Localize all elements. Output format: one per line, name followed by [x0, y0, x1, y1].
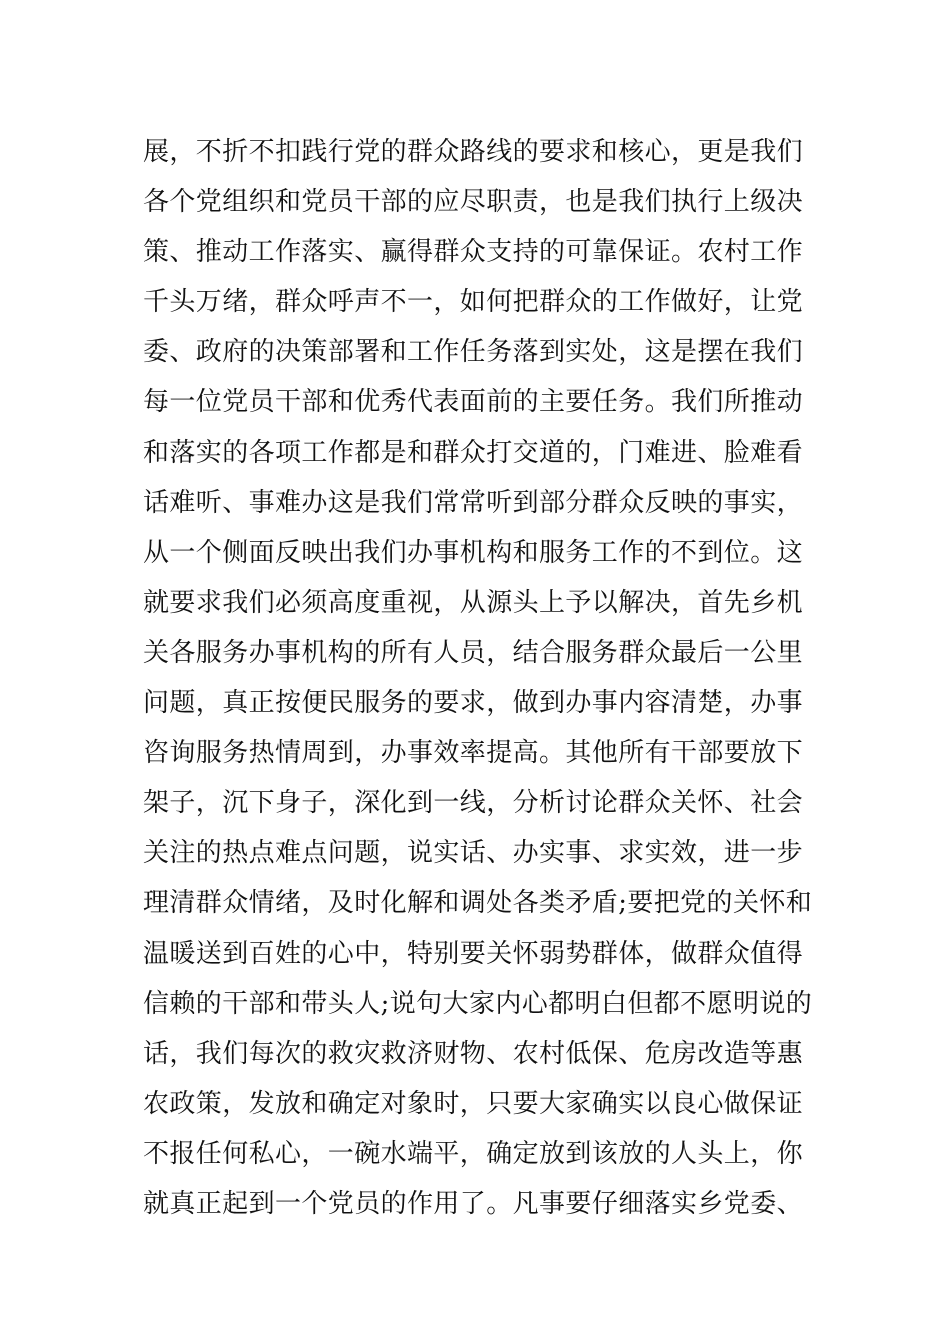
- text-line: 问题，真正按便民服务的要求，做到办事内容清楚，办事: [143, 688, 804, 719]
- text-line: 咨询服务热情周到，办事效率提高。其他所有干部要放下: [143, 738, 804, 769]
- text-line: 架子，沉下身子，深化到一线，分析讨论群众关怀、社会: [143, 788, 804, 819]
- text-line: 理清群众情绪，及时化解和调处各类矛盾;要把党的关怀和: [143, 888, 813, 919]
- text-line: 话，我们每次的救灾救济财物、农村低保、危房改造等惠: [143, 1038, 804, 1069]
- text-line: 就真正起到一个党员的作用了。凡事要仔细落实乡党委、: [143, 1188, 804, 1219]
- text-line: 不报任何私心，一碗水端平，确定放到该放的人头上，你: [143, 1138, 804, 1169]
- text-line: 千头万绪，群众呼声不一，如何把群众的工作做好，让党: [143, 287, 804, 318]
- text-line: 就要求我们必须高度重视，从源头上予以解决，首先乡机: [143, 587, 804, 618]
- text-line: 温暖送到百姓的心中，特别要关怀弱势群体，做群众值得: [143, 938, 804, 969]
- text-line: 话难听、事难办这是我们常常听到部分群众反映的事实，: [143, 487, 804, 518]
- text-line: 展，不折不扣践行党的群众路线的要求和核心，更是我们: [143, 137, 804, 167]
- text-line: 从一个侧面反映出我们办事机构和服务工作的不到位。这: [143, 537, 804, 568]
- body-text: [143, 127, 823, 1229]
- text-line: 策、推动工作落实、赢得群众支持的可靠保证。农村工作: [143, 237, 804, 268]
- text-line: 委、政府的决策部署和工作任务落到实处，这是摆在我们: [143, 337, 804, 368]
- text-line: 和落实的各项工作都是和群众打交道的，门难进、脸难看: [143, 437, 804, 468]
- text-line: 关注的热点难点问题，说实话、办实事、求实效，进一步: [143, 838, 804, 869]
- text-line: 信赖的干部和带头人;说句大家内心都明白但都不愿明说的: [143, 988, 813, 1019]
- text-line: 农政策，发放和确定对象时，只要大家确实以良心做保证: [143, 1088, 804, 1119]
- text-line: 各个党组织和党员干部的应尽职责，也是我们执行上级决: [143, 187, 804, 218]
- text-line: 关各服务办事机构的所有人员，结合服务群众最后一公里: [143, 637, 804, 668]
- text-line: 每一位党员干部和优秀代表面前的主要任务。我们所推动: [143, 387, 804, 418]
